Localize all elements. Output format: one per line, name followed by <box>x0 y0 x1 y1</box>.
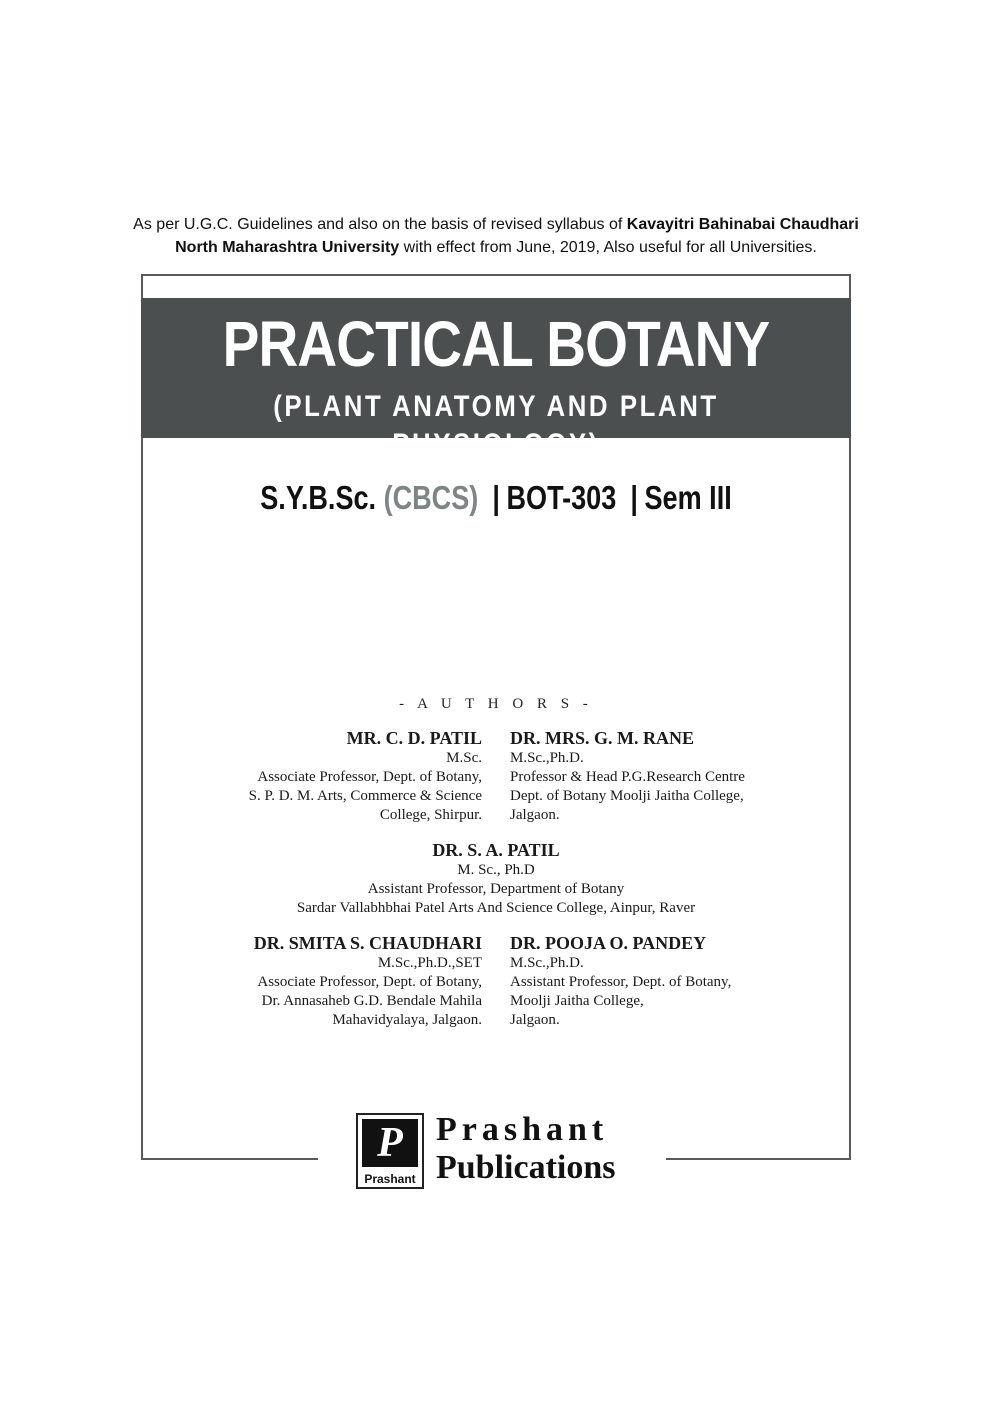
author-name: DR. S. A. PATIL <box>432 840 560 860</box>
frame-bottom-left-border <box>141 1158 318 1160</box>
syllabus-note-line-1 <box>100 213 892 236</box>
frame-bottom-right-border <box>666 1158 851 1160</box>
author-detail: M.Sc. <box>446 750 482 766</box>
author-detail: Moolji Jaitha College, <box>510 993 644 1009</box>
author-block <box>510 932 810 1030</box>
university-name-part-2: North Maharashtra University <box>175 239 400 256</box>
syllabus-note <box>100 213 892 259</box>
author-detail: Assistant Professor, Department of Botany <box>367 881 625 897</box>
author-detail: Sardar Vallabhbhai Patel Arts And Science College, Ainpur, Raver <box>296 900 696 916</box>
publisher-name-line-2: Publications <box>436 1149 616 1186</box>
syllabus-note-line-2 <box>100 236 892 259</box>
author-detail: Dr. Annasaheb G.D. Bendale Mahila <box>261 993 482 1009</box>
university-name-part-1: Kavayitri Bahinabai Chaudhari <box>626 216 859 233</box>
author-block <box>510 727 810 825</box>
author-detail: Mahavidyalaya, Jalgaon. <box>332 1012 482 1028</box>
author-detail: Jalgaon. <box>510 1012 560 1028</box>
author-detail: M.Sc.,Ph.D. <box>510 750 584 766</box>
author-detail: Associate Professor, Dept. of Botany, <box>257 974 482 990</box>
course-separator-1: | <box>492 479 500 516</box>
frame-top-border <box>141 274 851 276</box>
author-detail: M.Sc.,Ph.D. <box>510 955 584 971</box>
course-separator-2: | <box>630 479 638 516</box>
syllabus-note-text: As per U.G.C. Guidelines and also on the basis of revised syllabus of <box>133 216 627 233</box>
author-detail: Dept. of Botany Moolji Jaitha College, <box>510 788 744 804</box>
course-scheme: (CBCS) <box>383 479 479 516</box>
book-subtitle: (PLANT ANATOMY AND PLANT PHYSIOLOGY) <box>273 390 719 461</box>
author-detail: Assistant Professor, Dept. of Botany, <box>510 974 732 990</box>
author-name: DR. POOJA O. PANDEY <box>510 933 707 953</box>
course-info <box>205 478 787 518</box>
publisher-logo <box>356 1113 424 1189</box>
course-code: BOT-303 <box>506 479 617 516</box>
author-detail: Associate Professor, Dept. of Botany, <box>257 769 482 785</box>
publisher-logo-icon: P <box>362 1119 418 1167</box>
author-detail: S. P. D. M. Arts, Commerce & Science <box>248 788 482 804</box>
authors-heading: - A U T H O R S - <box>399 696 593 712</box>
author-name: MR. C. D. PATIL <box>346 728 482 748</box>
author-name: DR. MRS. G. M. RANE <box>510 728 694 748</box>
book-title: PRACTICAL BOTANY <box>222 308 770 380</box>
author-name: DR. SMITA S. CHAUDHARI <box>253 933 482 953</box>
course-class: S.Y.B.Sc. <box>260 479 377 516</box>
publisher-logo-caption: Prashant <box>364 1172 416 1186</box>
title-band <box>141 298 851 461</box>
author-detail: Jalgaon. <box>510 807 560 823</box>
author-detail: College, Shirpur. <box>379 807 482 823</box>
author-detail: M. Sc., Ph.D <box>457 862 535 878</box>
author-block <box>200 727 482 825</box>
syllabus-note-text-2: with effect from June, 2019, Also useful for all Universities. <box>399 239 817 256</box>
publisher-name-line-1: Prashant <box>436 1111 609 1148</box>
author-detail: M.Sc.,Ph.D.,SET <box>377 955 482 971</box>
course-semester: Sem III <box>644 479 732 516</box>
author-block <box>141 839 851 918</box>
author-block <box>200 932 482 1030</box>
author-detail: Professor & Head P.G.Research Centre <box>510 769 745 785</box>
